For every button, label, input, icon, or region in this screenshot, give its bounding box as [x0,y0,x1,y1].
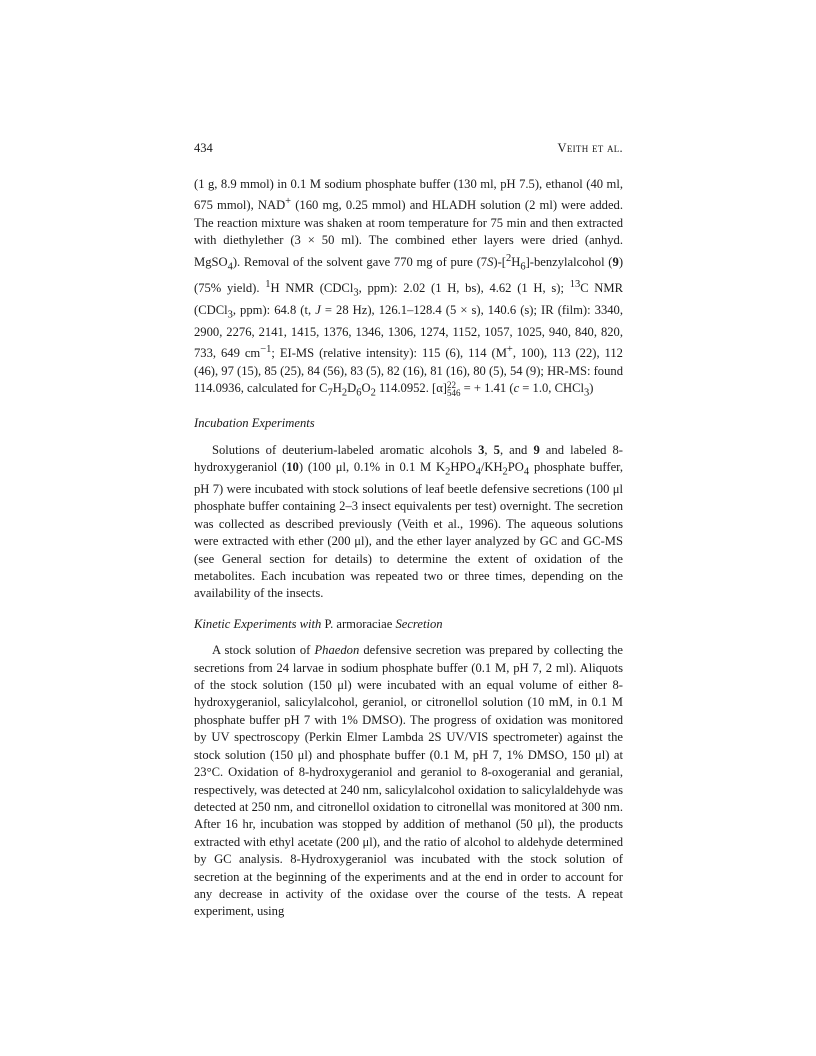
section-heading-kinetic: Kinetic Experiments with P. armoraciae Secretion [194,616,443,631]
incubation-paragraph: Solutions of deuterium-labeled aromatic alcohols 3, 5, and 9 and labeled 8-hydroxygeraniol (10) (100 μl, 0.1% in 0.1 M $K_2HPO_4/KH_2PO_4$ phosphate buffer, pH 7) were incubated with stock solutions of leaf beetle defensive secretions (100 μl phosphate buffer containing 2–3 insect equivalents per test) overnight. The secretion was collected as described previously (Veith et al., 1996). The aqueous solutions were extracted with ether (200 μl), and the ether layer analyzed by GC and GC-MS (see General section for details) to determine the extent of oxidation of the metabolites. Each incubation was repeated two or three times, depending on the availability of the insects. [194,442,624,601]
page-header [194,140,623,156]
section-heading-incubation: Incubation Experiments [194,416,315,431]
synthesis-paragraph: (1 g, 8.9 mmol) in 0.1 M sodium phosphate buffer (130 ml, pH 7.5), ethanol (40 ml, 675 mmol), NAD+ (160 mg, 0.25 mmol) and HLADH solution (2 ml) were added. The reaction mixture was shaken at room temperature for 75 min and then extracted with diethylether (3 × 50 ml). The combined ether layers were dried (anhyd. MgSO$_4$). Removal of the solvent gave 770 mg of pure $(7S)-[^2H_6]$-benzylalcohol (9) (75% yield). $^1$H NMR (CDCl$_3$, ppm): 2.02 (1 H, bs), 4.62 (1 H, s); $^{13}$C NMR (CDCl$_3$, ppm): 64.8 (t, J = 28 Hz), 126.1–128.4 (5 × s), 140.6 (s); IR (film): 3340, 2900, 2276, 2141, 1415, 1376, 1346, 1306, 1274, 1152, 1057, 1025, 940, 840, 820, 733, 649 $cm^{-1}$; EI-MS (relative intensity): 115 (6), 114 (M+, 100), 113 (22), 112 (46), 97 (15), 85 (25), 84 (56), 83 (5), 82 (16), 81 (16), 80 (5), 54 (9); HR-MS: found 114.0936, calculated for $C_7H_2D_6O_2$ 114.0952. [α] 22 546 = + 1.41 (c = 1.0, CHCl$_3$) [194,177,624,399]
page-number: 434 [194,141,213,155]
running-head: Veith et al. [557,141,623,155]
article-body [194,176,623,921]
kinetic-paragraph: A stock solution of Phaedon defensive secretion was prepared by collecting the secretions from 24 larvae in sodium phosphate buffer (0.1 M, pH 7, 2 ml). Aliquots of the stock solution (150 μl) were incubated with an equal volume of either 8-hydroxygeraniol, salicylalcohol, geraniol, or citronellol solution (10 mM, in 0.1 M phosphate buffer pH 7 with 1% DMSO). The progress of oxidation was monitored by UV spectroscopy (Perkin Elmer Lambda 2S UV/VIS spectrometer) against the stock solution (150 μl) and phosphate buffer (0.1 M, pH 7, 1% DMSO, 150 μl) at 23°C. Oxidation of 8-hydroxygeraniol and geraniol to 8-oxogeranial and geranial, respectively, was detected at 240 nm, salicylalcohol oxidation to salicylaldehyde was detected at 250 nm, and citronellol oxidation to citronellal was monitored at 300 nm. After 16 hr, incubation was stopped by addition of methanol (50 μl), the products extracted with ethyl acetate (200 μl), and the ratio of alcohol to aldehyde determined by GC analysis. 8-Hydroxygeraniol was incubated with the stock solution of secretion at the beginning of the experiments and at the end in order to account for any decrease in activity of the oxidase over the course of the tests. A repeat experiment, using [194,643,623,919]
